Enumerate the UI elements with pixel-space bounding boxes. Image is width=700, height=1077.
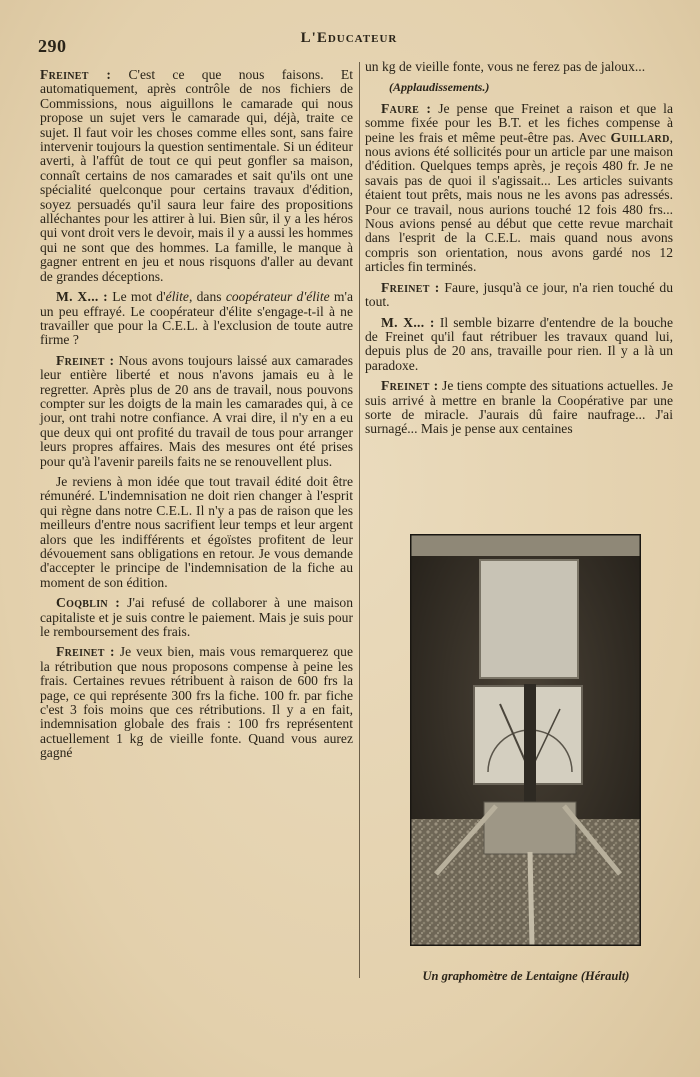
paragraph-text: Je reviens à mon idée que tout travail édité doit être rémunéré. L'indemnisation ne doit rien changer à l'esprit qui règne dans notre C.E.L. Il n'y a pas de raison que les meilleurs d'entre nous sacrifient leur temps et leur argent alors que les indifférents et égoïstes profitent de leur dévouement sans obligations en retour. Je vous demande d'accepter le principe de l'indemnisation de la fiche au moment de son édition.	[40, 473, 353, 590]
paragraph-text: Nous avons toujours laissé aux camarades leur entière liberté et nous n'avons jamais eu à le regretter. Après plus de 20 ans de travail, nous pouvons compter sur les doigts de la main les camarades qui, à ce jour, ont trahi notre confiance. A vrai dire, il n'y en a eu que deux qui ont profité du travail de tous pour arranger leurs propres affaires. Mais des mesures ont été prises pour qu'à l'avenir pareils faits ne se renouvellent plus.	[40, 352, 353, 469]
paragraph	[40, 475, 353, 590]
speaker-name: M. X... :	[381, 314, 435, 330]
paragraph-text: J'ai refusé de collaborer à une maison capitaliste et je suis contre le paiement. Mais je suis pour le remboursement des frais.	[40, 595, 354, 640]
paragraph-text: Je veux bien, mais vous remarquerez que la rétribution que nous proposons compense à peine les frais. Certaines revues rétribuent à raison de 600 frs la page, ce qui représente 300 frs la fiche. 100 fr. par fiche c'est 3 fois moins que ces rétributions. Il y a en fait, indemnisation globale des frais : 100 frs représentent actuellement 1 kg de vieille fonte. Quand vous aurez gagné	[40, 644, 353, 761]
paragraph-text: Le mot d'	[108, 289, 166, 305]
photo-caption: Un graphomètre de Lentaigne (Hérault)	[422, 969, 630, 983]
paragraph-text: Je pense que Freinet a raison et que la somme fixée pour les B.T. et les fiches compense à peine les frais et même peut-être pas. Avec	[365, 100, 673, 145]
paragraph	[365, 316, 673, 374]
left-column	[40, 68, 353, 767]
graphometer-photo	[410, 534, 641, 946]
paragraph-text: , nous avions été sollicités pour un article par une maison d'édition. Quelques temps après, je reçois 480 fr. Je ne savais pas de quoi il s'agissait... Les articles suivants étaient tout prêts, mais nous ne les avons pas adressés. Pour ce travail, nous aurions touché 12 fois 480 frs... Nous avions pensé au début que cette revue marchait dans l'esprit de la C.E.L. mais quand nous avons compris son orientation, nous avons gardé nos 12 articles fin terminés.	[365, 129, 673, 275]
paragraph	[40, 68, 353, 284]
speaker-name: Freinet :	[381, 378, 439, 394]
speaker-name: Freinet :	[40, 67, 112, 82]
italic-term: élite	[165, 289, 189, 305]
paragraph	[365, 60, 673, 74]
speaker-name: Freinet :	[381, 279, 440, 295]
paragraph-text: Faure, jusqu'à ce jour, n'a rien touché du tout.	[365, 279, 673, 310]
paragraph	[365, 281, 673, 310]
paragraph-text: C'est ce que nous faisons. Et automatiquement, après contrôle de nos fichiers de Commissions, nous aiguillons le camarade qui nous propose un sujet vers le camarade qui, déjà, traite ce sujet. Il faut voir les choses comme elles sont, sans faire intervenir toujours la question sentimentale. Si un éditeur averti, à l'affût de tout ce qui peut gonfler sa maison, connaît certains de nos camarades et sait qu'ils ont une spécialité quelconque pour certains travaux d'édition, soyez persuadés qu'il saura leur faire des propositions alléchantes pour les attirer à lui. Bien sûr, il y a les héros qui vont droit vers le devoir, mais il y a aussi les hommes qui ne sont que des hommes. La famille, le manque à gagner entrent en jeu et nous risquons d'aller au devant de grandes déceptions.	[40, 67, 353, 284]
running-title: L'Educateur	[300, 30, 398, 46]
paragraph	[40, 290, 353, 348]
page-header	[38, 30, 660, 54]
speaker-name: Faure :	[381, 100, 432, 116]
paragraph	[365, 102, 673, 275]
paragraph-text: un kg de vieille fonte, vous ne ferez pas de jaloux...	[365, 59, 646, 74]
column-divider	[359, 62, 360, 978]
page-number: 290	[38, 36, 67, 56]
paragraph-text: m'a un peu effrayé. Le coopérateur d'élite s'engage-t-il à ne travailler que pour la C.E.L. à l'exclusion de toute autre firme ?	[40, 289, 353, 348]
speaker-name: Freinet :	[56, 352, 115, 368]
right-column	[365, 60, 673, 443]
speaker-name: Freinet :	[56, 644, 115, 660]
speaker-name: Coqblin :	[56, 595, 121, 611]
person-name: Guillard	[610, 129, 670, 145]
paragraph	[40, 645, 353, 760]
speaker-name: M. X... :	[56, 289, 109, 305]
paragraph	[40, 596, 353, 639]
paragraph-text: Je tiens compte des situations actuelles. Je suis arrivé à mettre en branle la Coopérative par une sorte de miracle. J'aurais dû faire naufrage... J'ai surnagé... Mais je pense aux centaines	[365, 378, 673, 437]
paragraph-text: , dans	[188, 289, 226, 305]
paragraph-text: Il semble bizarre d'entendre de la bouche de Freinet qu'il faut rétribuer les travaux quand lui, depuis plus de 20 ans, travaille pour rien. Il y a là un paradoxe.	[365, 314, 673, 373]
paragraph	[365, 379, 673, 437]
paragraph	[40, 354, 353, 469]
applause-note: (Applaudissements.)	[389, 80, 490, 95]
graphometer-image	[410, 534, 641, 946]
italic-term: coopérateur d'élite	[225, 289, 330, 305]
